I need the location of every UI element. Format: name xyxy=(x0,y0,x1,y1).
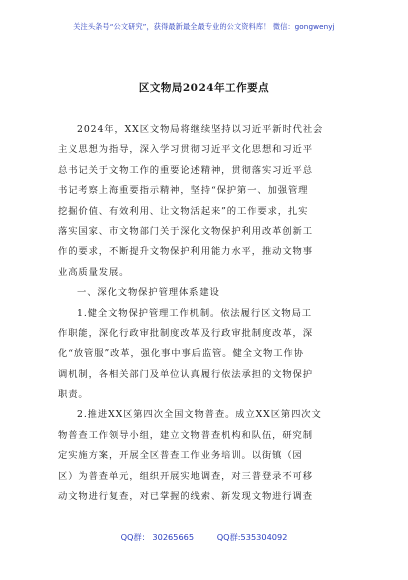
document-title: 区文物局2024年工作要点 xyxy=(138,82,270,94)
body-line: 2024年，XX区文物局将继续坚持以习近平新时代社会 xyxy=(77,124,324,135)
body-line: 职责。 xyxy=(58,389,89,401)
body-line: 主义思想为指导，深入学习贯彻习近平文化思想和习近平 xyxy=(58,144,313,156)
body-line: 定实施方案，开展全区普查工作业务培训。以街镇（园 xyxy=(58,450,303,462)
body-line: 总书记关于文物工作的重要论述精神，贯彻落实习近平总 xyxy=(58,164,313,176)
body-line: 动文物进行复查，对已掌握的线索、新发现文物进行调查 xyxy=(58,491,313,503)
body-line: 1.健全文物保护管理工作机制。依法履行区文物局工 xyxy=(77,307,313,319)
body-line: 挖掘价值、有效利用、让文物活起来”的工作要求，扎实 xyxy=(58,205,309,217)
body-line: 调机制，各相关部门及单位认真履行依法承担的文物保护 xyxy=(58,368,313,380)
footer-qq-group-2: QQ群:535304092 xyxy=(216,532,288,542)
footer-qq-group-1: QQ群： 30265665 xyxy=(120,532,195,542)
body-line: 2.推进XX区第四次全国文物普查。成立XX区第四次文 xyxy=(77,409,322,421)
body-line: 落实国家、市文物部门关于深化文物保护利用改革创新工 xyxy=(58,225,313,237)
body-line: 书记考察上海重要指示精神，坚持“保护第一、加强管理 xyxy=(58,185,309,197)
body-line: 作的要求，不断提升文物保护利用能力水平，推动文物事 xyxy=(58,246,313,258)
body-line: 物普查工作领导小组，建立文物普查机构和队伍，研究制 xyxy=(58,429,313,441)
header-banner: 关注头条号“公文研究”，获得最新最全最专业的公文资料库！ 微信：gongwenyj xyxy=(73,22,335,31)
body-line: 化“放管服”改革，强化事中事后监管。健全文物工作协 xyxy=(58,348,304,360)
document-body xyxy=(58,120,354,507)
body-line: 作职能，深化行政审批制度改革及行政审批制度改革，深 xyxy=(58,327,313,339)
body-line: 一、深化文物保护管理体系建设 xyxy=(77,287,220,299)
body-line: 区）为普查单元，组织开展实地调查，对三普登录不可移 xyxy=(58,470,313,482)
body-line: 业高质量发展。 xyxy=(58,266,130,278)
footer-contact xyxy=(0,532,408,543)
